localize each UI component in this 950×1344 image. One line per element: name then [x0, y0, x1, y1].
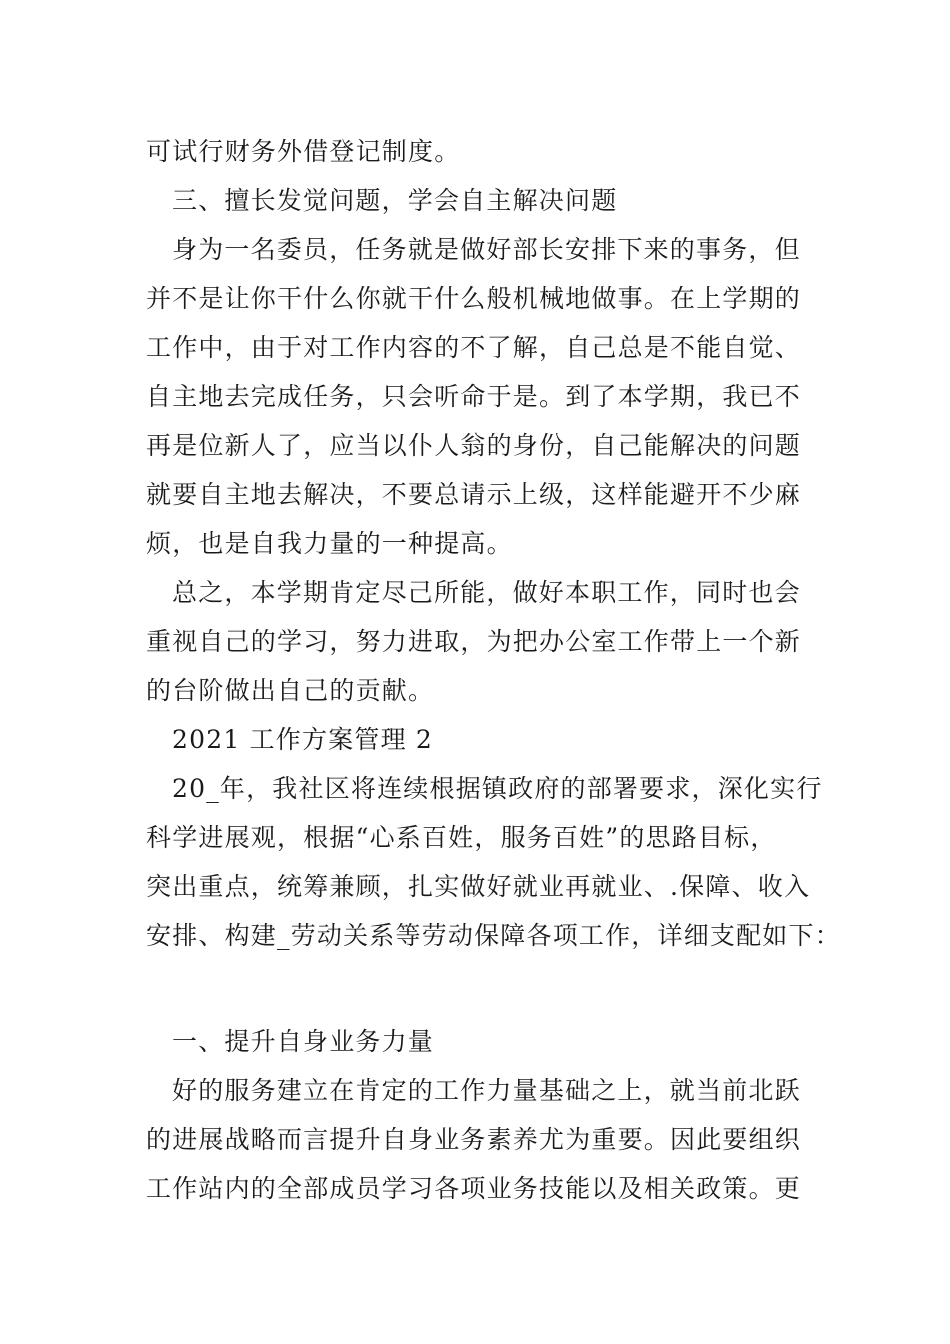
text-line: 自主地去完成任务，只会听命于是。到了本学期，我已不 [146, 382, 802, 411]
text-line: 2021 工作方案管理 2 [172, 725, 434, 754]
text-line: 一、提升自身业务力量 [172, 1027, 435, 1056]
text-line: 身为一名委员，任务就是做好部长安排下来的事务，但 [172, 235, 801, 264]
text-line: 并不是让你干什么你就干什么般机械地做事。在上学期的 [146, 284, 802, 313]
text-line: 好的服务建立在肯定的工作力量基础之上，就当前北跃 [172, 1076, 801, 1105]
text-line: 20_年，我社区将连续根据镇政府的部署要求，深化实行 [172, 774, 823, 803]
text-line: 总之，本学期肯定尽己所能，做好本职工作，同时也会 [172, 578, 801, 607]
text-line: 烦，也是自我力量的一种提高。 [146, 529, 513, 558]
text-line: 突出重点，统筹兼顾，扎实做好就业再就业、.保障、收入 [146, 872, 811, 901]
text-line: 科学进展观，根据“心系百姓，服务百姓”的思路目标， [146, 823, 777, 852]
text-line: 再是位新人了，应当以仆人翁的身份，自己能解决的问题 [146, 431, 802, 460]
text-line: 安排、构建_劳动关系等劳动保障各项工作，详细支配如下： [146, 921, 841, 950]
text-line: 可试行财务外借登记制度。 [146, 137, 461, 166]
paragraph-gap [146, 960, 810, 1017]
text-line: 的进展战略而言提升自身业务素养尤为重要。因此要组织 [146, 1125, 802, 1154]
text-line: 工作站内的全部成员学习各项业务技能以及相关政策。更 [146, 1174, 802, 1203]
text-line: 三、擅长发觉问题，学会自主解决问题 [172, 186, 618, 215]
text-line: 的台阶做出自己的贡献。 [146, 676, 435, 705]
text-line: 就要自主地去解决，不要总请示上级，这样能避开不少麻 [146, 480, 802, 509]
document-page [146, 127, 841, 1213]
text-line: 工作中，由于对工作内容的不了解，自己总是不能自觉、 [146, 333, 802, 362]
text-line: 重视自己的学习，努力进取，为把办公室工作带上一个新 [146, 627, 802, 656]
document-body-part2 [146, 1017, 810, 1213]
document-body-part1 [146, 127, 841, 960]
